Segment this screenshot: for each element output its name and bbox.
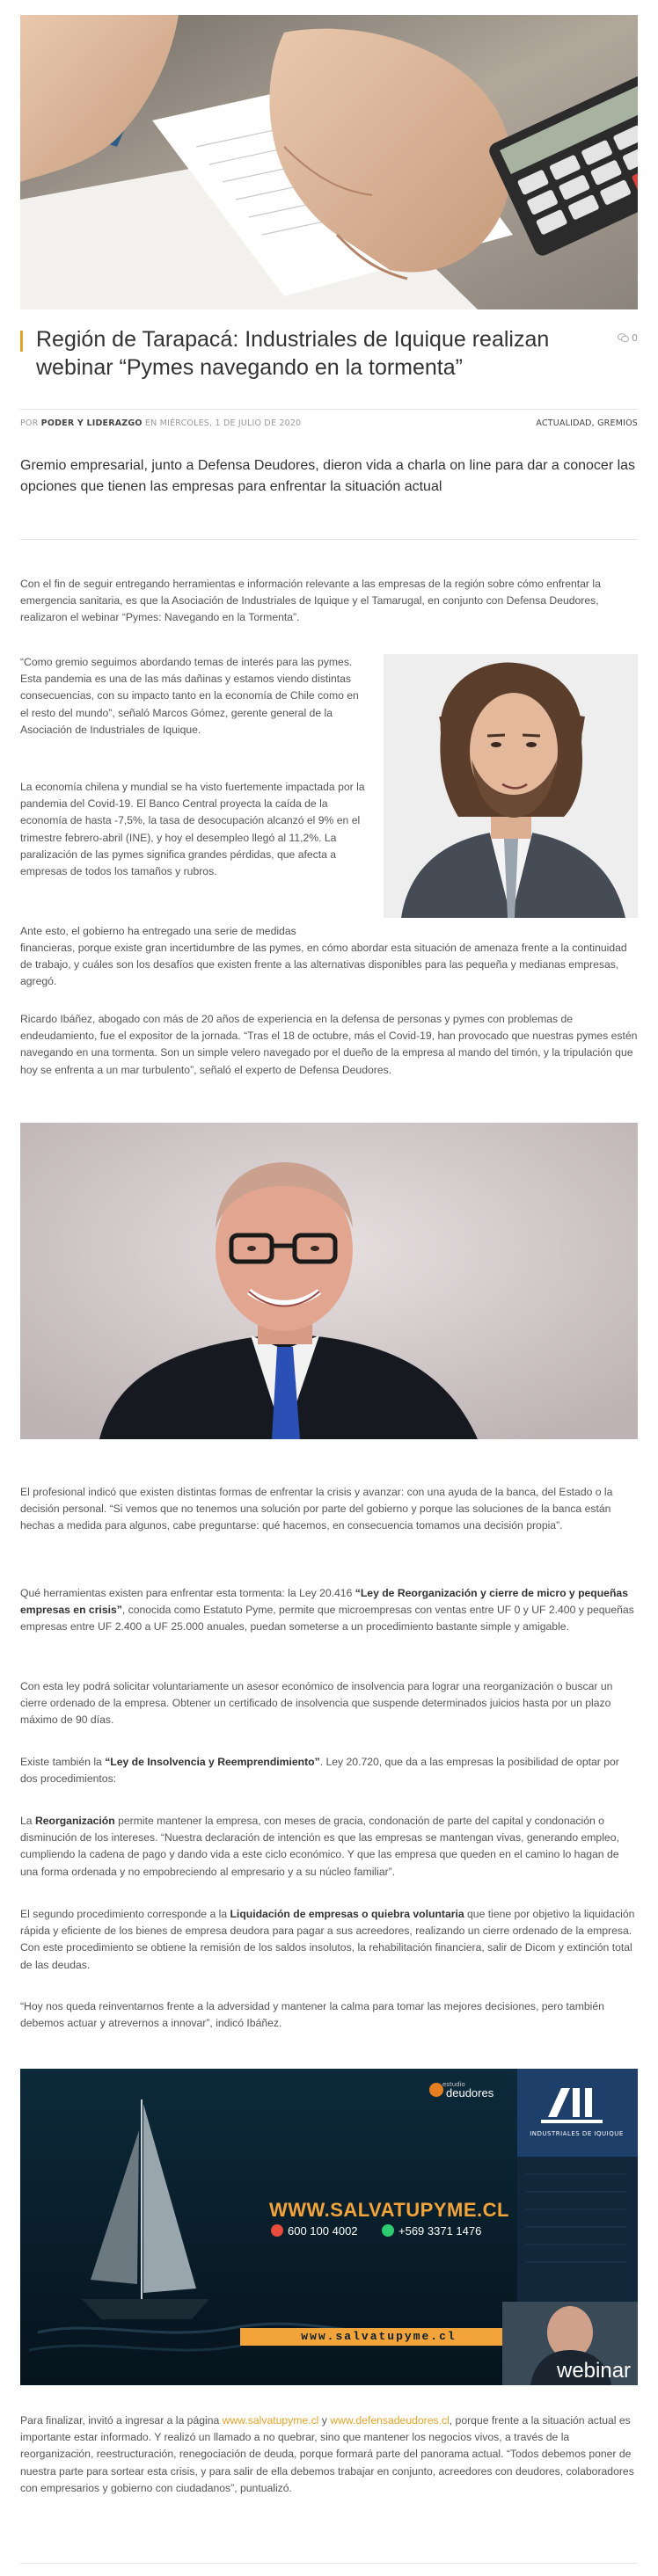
paragraph: El segundo procedimiento corresponde a la Liquidación de empresas o quiebra voluntaria que tiene por objetivo la liquidación rápida y eficiente de los bienes de empresa deudora para pagar a sus acreedores, realizando un cierre ordenado de la empresa. Con este procedimiento se obtiene la remisión de los saldos insolutos, la rehabilitación financiera, salir de Dicom y extinción total de las deudas. xyxy=(20,1908,635,1971)
paragraph: “Hoy nos queda reinventarnos frente a la adversidad y mantener la calma para tomar las mejores decisiones, pero también debemos actuar y atrevernos a innovar”, indicó Ibáñez. xyxy=(20,2000,604,2030)
banner-site: WWW.SALVATUPYME.CL xyxy=(269,2199,509,2221)
article-header xyxy=(20,325,638,382)
author-link[interactable]: PODER Y LIDERAZGO xyxy=(40,418,143,428)
divider xyxy=(20,539,638,540)
comments-link[interactable] xyxy=(618,332,638,344)
brand-name: deudores xyxy=(446,2086,494,2099)
paragraph: El profesional indicó que existen distintas formas de enfrentar la crisis y avanzar: con una ayuda de la banca, del Estado o la decisión personal. “Si vemos que no tenemos una solución por parte del gobierno y porque las soluciones de la banca están hechas a medida para algunos, cabe preguntarse: qué hacemos, en consecuencia tomamos una decisión propia”. xyxy=(20,1486,613,1532)
portrait-ricardo-ibanez xyxy=(20,1123,638,1439)
paragraph: Con esta ley podrá solicitar voluntariamente un asesor económico de insolvencia para lograr una reorganización o buscar un cierre ordenado de la empresa. Obtener un certificado de insolvencia que suspende determinados juicios hasta por un plazo máximo de 90 días. xyxy=(20,1680,613,1727)
categories: ACTUALIDAD, GREMIOS xyxy=(536,418,638,428)
banner-phone2: +569 3371 1476 xyxy=(398,2224,482,2238)
paragraph: Ante esto, el gobierno ha entregado una serie de medidas xyxy=(20,925,296,937)
title-accent-bar xyxy=(20,331,23,352)
banner-phone1: 600 100 4002 xyxy=(288,2224,358,2238)
webinar-label: webinar xyxy=(557,2359,632,2383)
category-gremios[interactable]: GREMIOS xyxy=(597,418,638,428)
comments-count: 0 xyxy=(632,332,638,344)
comment-icon xyxy=(618,333,629,343)
paragraph: financieras, porque existe gran incertidumbre de las pymes, en cómo abordar esta situación de amenaza frente a la continuidad de trabajo, y cuáles son los desafíos que existen frente a las alternativas disponibles para las pequeña y medianas empresas, agregó. xyxy=(20,942,627,988)
paragraph: Qué herramientas existen para enfrentar esta tormenta: la Ley 20.416 “Ley de Reorganización y cierre de micro y pequeñas empresas en crisis”, conocida como Estatuto Pyme, permite que microempresas con ventas entre UF 0 y UF 2.400 y pequeñas empresas entre UF 2.400 a UF 25.000 anuales, puedan someterse a un procedimiento bastante simple y amigable. xyxy=(20,1587,634,1634)
article-lead: Gremio empresarial, junto a Defensa Deudores, dieron vida a charla on line para dar a conocer las opciones que tienen las empresas para enfrentar la situación actual xyxy=(20,458,636,494)
category-actualidad[interactable]: ACTUALIDAD xyxy=(536,418,592,428)
paragraph: Ricardo Ibáñez, abogado con más de 20 años de experiencia en la defensa de personas y pymes con problemas de endeudamiento, fue el expositor de la jornada. “Tras el 18 de octubre, más el Covid-19, han provocado que nuestras pymes estén navegando en una tormenta. Son un simple velero navegado por el dueño de la empresa al mando del timón, y la tripulación que hoy se enfrenta a un mar turbulento”, señaló el experto de Defensa Deudores. xyxy=(20,1013,638,1076)
divider xyxy=(20,409,638,410)
byline: POR PODER Y LIDERAZGO EN MIÉRCOLES, 1 DE JULIO DE 2020 xyxy=(20,418,302,428)
paragraph: La Reorganización permite mantener la empresa, con meses de gracia, condonación de parte del capital y condonación o disminución de los intereses. “Nuestra declaración de intención es que las empresas se mantengan vivas, generando empleo, cumpliendo la cadena de pago y dando vida a este ciclo económico. Y que las empresa que queden en el camino lo hagan de una forma ordenada y no empobreciendo al empresario y a su núcleo familiar”. xyxy=(20,1815,619,1878)
link-defensadeudores[interactable]: www.defensadeudores.cl xyxy=(330,2414,450,2427)
brand-small: estudio xyxy=(442,2081,465,2088)
paragraph: “Como gremio seguimos abordando temas de interés para las pymes. Esta pandemia es una de las más dañinas y estamos viendo distintas consecuencias, con su impacto tanto en la economía de Chile como en el resto del mundo”, señaló Marcos Gómez, gerente general de la Asociación de Industriales de Iquique. xyxy=(20,656,359,736)
paragraph: Existe también la “Ley de Insolvencia y Reemprendimiento”. Ley 20.720, que da a las empresas la posibilidad de optar por dos procedimientos: xyxy=(20,1756,619,1786)
paragraph: La economía chilena y mundial se ha visto fuertemente impactada por la pandemia del Covid-19. El Banco Central proyecta la caída de la economía de hasta -7,5%, la tasa de desocupación alcanzó el 9% en el trimestre febrero-abril (INE), y hoy el desempleo llegó al 11,2%. La paralización de las pymes significa grandes pérdidas, que afecta a empresas de todos los tamaños y rubros. xyxy=(20,781,365,878)
webinar-banner xyxy=(20,2069,638,2385)
hero-image xyxy=(20,15,638,309)
paragraph: Para finalizar, invitó a ingresar a la página www.salvatupyme.cl y www.defensadeudores.cl, porque frente a la situación actual es importante estar informado. Y realizó un llamado a no quebrar, sino que mantener los negocios vivos, a través de la reorganización, reestructuración, renegociación de deuda, porque formará parte del panorama actual. “Todos debemos poner de nuestra parte para sortear esta crisis, y para salir de ella debemos trabajar en conjunto, acreedores con deudores, colaboradores con empresarios y gobierno con ciudadanos”, puntualizó. xyxy=(20,2414,634,2494)
industriales-logo-text: INDUSTRIALES DE IQUIQUE xyxy=(530,2130,624,2137)
portrait-marcos-gomez xyxy=(384,654,638,918)
article-title: Región de Tarapacá: Industriales de Iquique realizan webinar “Pymes navegando en la tormenta” xyxy=(36,327,550,380)
publish-date: MIÉRCOLES, 1 DE JULIO DE 2020 xyxy=(159,418,302,428)
paragraph: Con el fin de seguir entregando herramientas e información relevante a las empresas de la región sobre cómo enfrentar la emergencia sanitaria, es que la Asociación de Industriales de Iquique y el Tamarugal, en conjunto con Defensa Deudores, realizaron el webinar “Pymes: Navegando en la Tormenta”. xyxy=(20,578,601,624)
divider xyxy=(20,2563,638,2564)
article-meta xyxy=(20,418,638,428)
banner-site-strip: www.salvatupyme.cl xyxy=(301,2330,457,2343)
link-salvatupyme[interactable]: www.salvatupyme.cl xyxy=(222,2414,319,2427)
